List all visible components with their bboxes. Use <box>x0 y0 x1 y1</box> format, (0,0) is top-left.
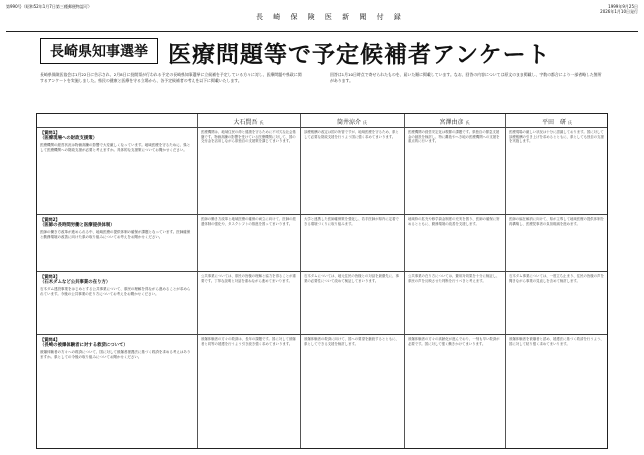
answer-cell: 医療機関の経営安定化は喫緊の課題です。県独自の緊急支援金の創設を検討し、特に離島やへき地の医療機関への支援を重点的に行います。 <box>408 130 500 144</box>
issue-info: 第990号（昭和52年1月7日第三種郵便物認可） <box>6 4 92 9</box>
col-divider <box>300 114 301 448</box>
candidate-3 <box>404 117 505 126</box>
question-2 <box>40 217 192 240</box>
lead-right: 回答は1月10日時点で寄せられたものを、届いた順に掲載しています。なお、回答の内容については原文のまま掲載し、字数の都合により一部省略した箇所があります。 <box>330 72 602 83</box>
candidate-suffix: 氏 <box>259 120 264 125</box>
question-number: 【質問4】 <box>40 337 60 342</box>
answer-cell: 医師の働き方改革と地域医療の確保の両立に向けて、医師の派遣体制の強化や、タスクシフトの推進を図ってまいります。 <box>201 217 296 226</box>
answer-cell: 被爆体験者を被爆者と認め、援護法に基づく救済を行うよう、国に対して粘り強く求めてまいります。 <box>509 337 604 346</box>
headline: 医療問題等で予定候補者アンケート <box>168 41 551 68</box>
qa-table <box>36 113 608 449</box>
question-title: （長崎の被爆体験者に対する救済について） <box>40 343 128 348</box>
candidate-suffix: 氏 <box>567 120 572 125</box>
col-divider <box>404 114 405 448</box>
question-number: 【質問2】 <box>40 217 60 222</box>
answer-cell: 大学と連携した医師確保策を強化し、若手医師が県内に定着できる環境づくりに取り組みます。 <box>304 217 399 226</box>
date-line-2: 2026年1月10日発行 <box>600 9 638 14</box>
answer-cell: 石木ダム事業については、一度立ち止まり、住民の皆様の声を聞きながら事業の見直しを含めて検討します。 <box>509 274 604 283</box>
row-divider <box>37 271 607 272</box>
question-text: 被爆体験者の方々への救済について、国に対して被爆者援護法に基づく救済を求める考えはありますか。県としての今後の取り組みについてお聞かせください。 <box>40 350 191 359</box>
candidate-name: 平田 研 <box>542 119 567 126</box>
date-info <box>468 4 638 14</box>
answer-cell: 被爆体験者の方々の救済は、長年の課題です。国に対して被爆者と同等の援護を行うよう引き続き強く求めてまいります。 <box>201 337 296 346</box>
page-header <box>6 4 638 32</box>
question-number: 【質問3】 <box>40 274 60 279</box>
candidate-2 <box>300 117 404 126</box>
header-rule <box>6 31 638 32</box>
newspaper-title: 長 崎 保 険 医 新 聞 付 録 <box>256 13 405 21</box>
answer-cell: 石木ダムについては、地元住民の皆様との対話を最優先に、事業の必要性について改めて検証してまいります。 <box>304 274 399 283</box>
col-divider <box>505 114 506 448</box>
candidate-4 <box>505 117 609 126</box>
answer-cell: 医療機関は、地域住民の命と健康を守るために不可欠な社会基盤です。物価高騰の影響を受けている医療機関に対して、国の交付金を活用しながら県独自の支援策を講じてまいります。 <box>201 130 296 144</box>
row-divider <box>37 127 607 128</box>
question-title: （石木ダムなど公共事業の在り方） <box>40 280 111 285</box>
candidate-name: 大石賢吾 <box>233 119 258 126</box>
candidate-name: 筒井涼介 <box>337 119 362 126</box>
question-title: （医師の長時間労働と医療提供体制） <box>40 223 115 228</box>
date-line-1: 1999年9月25日 <box>608 4 638 9</box>
title-row <box>40 38 600 66</box>
col-divider <box>197 114 198 448</box>
question-1 <box>40 130 192 153</box>
answer-cell: 医療現場の厳しい状況は十分に認識しております。国に対して診療報酬の引き上げを求めるとともに、県としても独自の支援を実施します。 <box>509 130 604 144</box>
answer-cell: 被爆体験者の方々の高齢化が進んでおり、一刻も早い救済が必要です。国に対して強く働きかけてまいります。 <box>408 337 500 346</box>
row-divider <box>37 214 607 215</box>
answer-cell: 地域枠の拡充や修学資金制度の充実を図り、医師の確保に努めるとともに、勤務環境の改善を支援します。 <box>408 217 500 226</box>
question-title: （医療現場への財政支援策） <box>40 136 98 141</box>
question-text: 石木ダム建設事業をはじめとする公共事業について、県民の理解を得ながら進めることが求められています。今後の公共事業の在り方についてお考えをお聞かせください。 <box>40 287 191 296</box>
question-text: 医師の働き方改革が進められる中、地域医療の提供体制の確保が課題となっています。医師確保と勤務環境の改善に向けた県の取り組みについてお考えをお聞かせください。 <box>40 230 191 239</box>
row-divider <box>37 334 607 335</box>
candidate-name: 宮澤由彦 <box>439 119 464 126</box>
candidate-suffix: 氏 <box>465 120 470 125</box>
question-number: 【質問1】 <box>40 130 60 135</box>
question-text: 医療機関の経営状況は物価高騰の影響で大変厳しくなっています。地域医療を守るために、県として医療機関への財政支援が必要と考えますか。具体的な支援策についてお聞かせください。 <box>40 143 191 152</box>
answer-cell: 医師の偏在解消に向けて、県が主導して地域医療の提供体制を再構築し、医療従事者の負担軽減を進めます。 <box>509 217 604 226</box>
answer-cell: 公共事業の在り方については、費用対効果を十分に検証し、県民の声を反映させた判断を行うべきと考えます。 <box>408 274 500 283</box>
question-3 <box>40 274 192 297</box>
answer-cell: 公共事業については、県民の皆様の理解と協力を得ることが重要です。丁寧な説明と対話を重ねながら進めてまいります。 <box>201 274 296 283</box>
kicker-box: 長崎県知事選挙 <box>40 38 158 64</box>
lead-left: 長崎県保険医協会は1月22日に告示され、2月8日に投開票が行われる予定の長崎県知事選挙に立候補を予定している方々に対し、医療問題や県政に関するアンケートを実施しました。県民の健康と医療を守る立場から、各予定候補者の考えを以下に掲載いたします。 <box>40 72 302 83</box>
candidate-suffix: 氏 <box>362 120 367 125</box>
answer-cell: 診療報酬の改定は国の所管ですが、地域医療を守るため、県として必要な財政支援を行うよう国に強く求めてまいります。 <box>304 130 399 139</box>
candidate-1 <box>197 117 300 126</box>
question-4 <box>40 337 192 360</box>
answer-cell: 被爆体験者の救済に向けて、国への要望を継続するとともに、県としてできる支援を検討します。 <box>304 337 399 346</box>
